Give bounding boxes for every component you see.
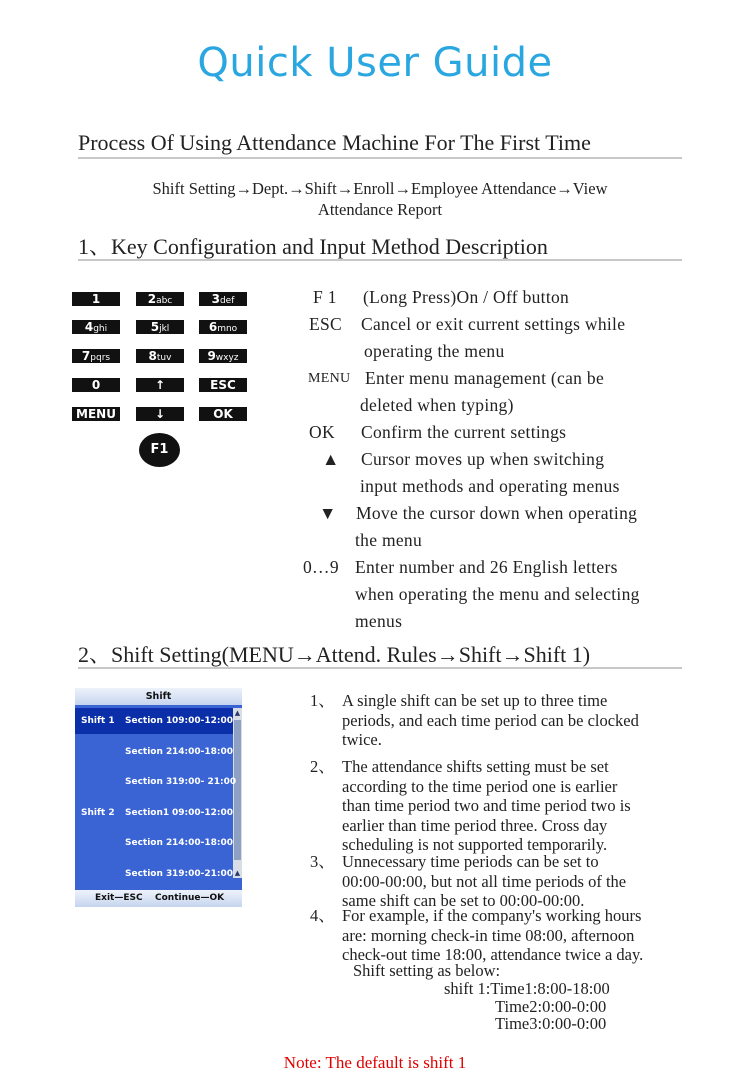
section-label: Section1 bbox=[125, 808, 170, 818]
keypad-key: ESC bbox=[199, 378, 247, 392]
key-name: ESC bbox=[309, 314, 342, 334]
shift-screen bbox=[75, 688, 242, 907]
page-title: Quick User Guide bbox=[197, 40, 553, 86]
key-description: (Long Press)On / Off button bbox=[363, 287, 570, 307]
keypad-key: 0 bbox=[72, 378, 120, 392]
key-description: menus bbox=[355, 611, 403, 631]
key-description: Confirm the current settings bbox=[361, 422, 567, 442]
shift-screen-footer bbox=[75, 890, 242, 907]
divider bbox=[78, 259, 682, 261]
note-number: 4、 bbox=[310, 906, 335, 925]
section-time: 14:00-18:00 bbox=[172, 747, 234, 757]
section-label: Section 2 bbox=[125, 747, 173, 757]
note-text: A single shift can be set up to three time periods, and each time period can be clocked twice. bbox=[342, 691, 639, 749]
note-number: 3、 bbox=[310, 852, 335, 871]
keypad-key: 3def bbox=[199, 292, 247, 306]
example-intro: Shift setting as below: bbox=[353, 961, 501, 980]
scrollbar bbox=[233, 708, 242, 878]
section-time: 19:00-21:00 bbox=[172, 869, 234, 879]
shift-setting-heading: 2、Shift Setting(MENU→Attend. Rules→Shift→Shift 1) bbox=[78, 642, 591, 667]
key-description: the menu bbox=[355, 530, 423, 550]
keypad-key: OK bbox=[199, 407, 247, 421]
key-description: input methods and operating menus bbox=[360, 476, 620, 496]
keypad-key: MENU bbox=[72, 407, 120, 421]
shift-label: Shift 1 bbox=[81, 716, 115, 726]
process-line: Attendance Report bbox=[317, 200, 443, 219]
section-label: Section 3 bbox=[125, 777, 173, 787]
section-label: Section 1 bbox=[125, 716, 173, 726]
keypad-key: 8tuv bbox=[136, 349, 184, 363]
key-description: Cancel or exit current settings while bbox=[361, 314, 626, 334]
continue-hint: Continue—OK bbox=[155, 893, 225, 903]
keypad-key: 7pqrs bbox=[72, 349, 120, 363]
key-name: ▲ bbox=[322, 449, 340, 469]
divider bbox=[78, 157, 682, 159]
example-line: Time3:0:00-0:00 bbox=[495, 1014, 607, 1033]
note-number: 1、 bbox=[310, 691, 335, 710]
exit-hint: Exit—ESC bbox=[95, 893, 143, 903]
key-name: 0…9 bbox=[303, 557, 339, 577]
key-name: OK bbox=[309, 422, 335, 442]
default-shift-note: Note: The default is shift 1 bbox=[283, 1053, 467, 1072]
key-description: deleted when typing) bbox=[360, 395, 514, 415]
section-time: 14:00-18:00 bbox=[172, 838, 234, 848]
key-config-heading: 1、Key Configuration and Input Method Description bbox=[78, 234, 548, 259]
key-name: ▼ bbox=[319, 503, 337, 523]
scrollbar-thumb bbox=[234, 720, 241, 860]
keypad-key: ↓ bbox=[136, 407, 184, 421]
section-label: Section 2 bbox=[125, 838, 173, 848]
section-time: 19:00- 21:00 bbox=[172, 777, 237, 787]
note-number: 2、 bbox=[310, 757, 335, 776]
scroll-down-icon: ▲ bbox=[234, 869, 241, 877]
section-time: 09:00-12:00 bbox=[172, 808, 234, 818]
key-description: Enter number and 26 English letters bbox=[355, 557, 618, 577]
f1-key: F1 bbox=[139, 433, 180, 467]
key-description: when operating the menu and selecting bbox=[355, 584, 640, 604]
note-text: Unnecessary time periods can be set to 00:00-00:00, but not all time periods of the same shift can be set to 00:00-00:00. bbox=[342, 852, 627, 910]
process-flow bbox=[100, 178, 660, 220]
keypad-key: 6mno bbox=[199, 320, 247, 334]
process-line: Shift Setting→Dept.→Shift→Enroll→Employee Attendance→View bbox=[152, 179, 608, 198]
process-heading: Process Of Using Attendance Machine For The First Time bbox=[78, 130, 591, 155]
key-description: Move the cursor down when operating bbox=[356, 503, 638, 523]
scroll-up-icon: ▲ bbox=[234, 709, 241, 717]
section-time: 09:00-12:00 bbox=[172, 716, 234, 726]
note-text: The attendance shifts setting must be set according to the time period one is earlier than time period two and time period two is earlier than time period three. Cross day scheduling is not supported temporarily. bbox=[342, 757, 631, 854]
keypad-key: 5jkl bbox=[136, 320, 184, 334]
key-description: Enter menu management (can be bbox=[365, 368, 605, 388]
example-line: shift 1:Time1:8:00-18:00 bbox=[444, 979, 610, 998]
keypad-key: ↑ bbox=[136, 378, 184, 392]
key-name: F 1 bbox=[313, 287, 337, 307]
note-text: For example, if the company's working hours are: morning check-in time 08:00, afternoon check-out time 18:00, attendance twice a day. bbox=[342, 906, 644, 964]
section-label: Section 3 bbox=[125, 869, 173, 879]
keypad-key: 1 bbox=[72, 292, 120, 306]
keypad-key: 4ghi bbox=[72, 320, 120, 334]
keypad-key: 2abc bbox=[136, 292, 184, 306]
shift-label: Shift 2 bbox=[81, 808, 115, 818]
keypad-key: 9wxyz bbox=[199, 349, 247, 363]
key-description: operating the menu bbox=[364, 341, 505, 361]
example-line: Time2:0:00-0:00 bbox=[495, 997, 607, 1016]
shift-screen-header: Shift bbox=[75, 688, 242, 705]
key-description: Cursor moves up when switching bbox=[361, 449, 605, 469]
divider bbox=[78, 667, 682, 669]
key-name: MENU bbox=[308, 371, 351, 386]
